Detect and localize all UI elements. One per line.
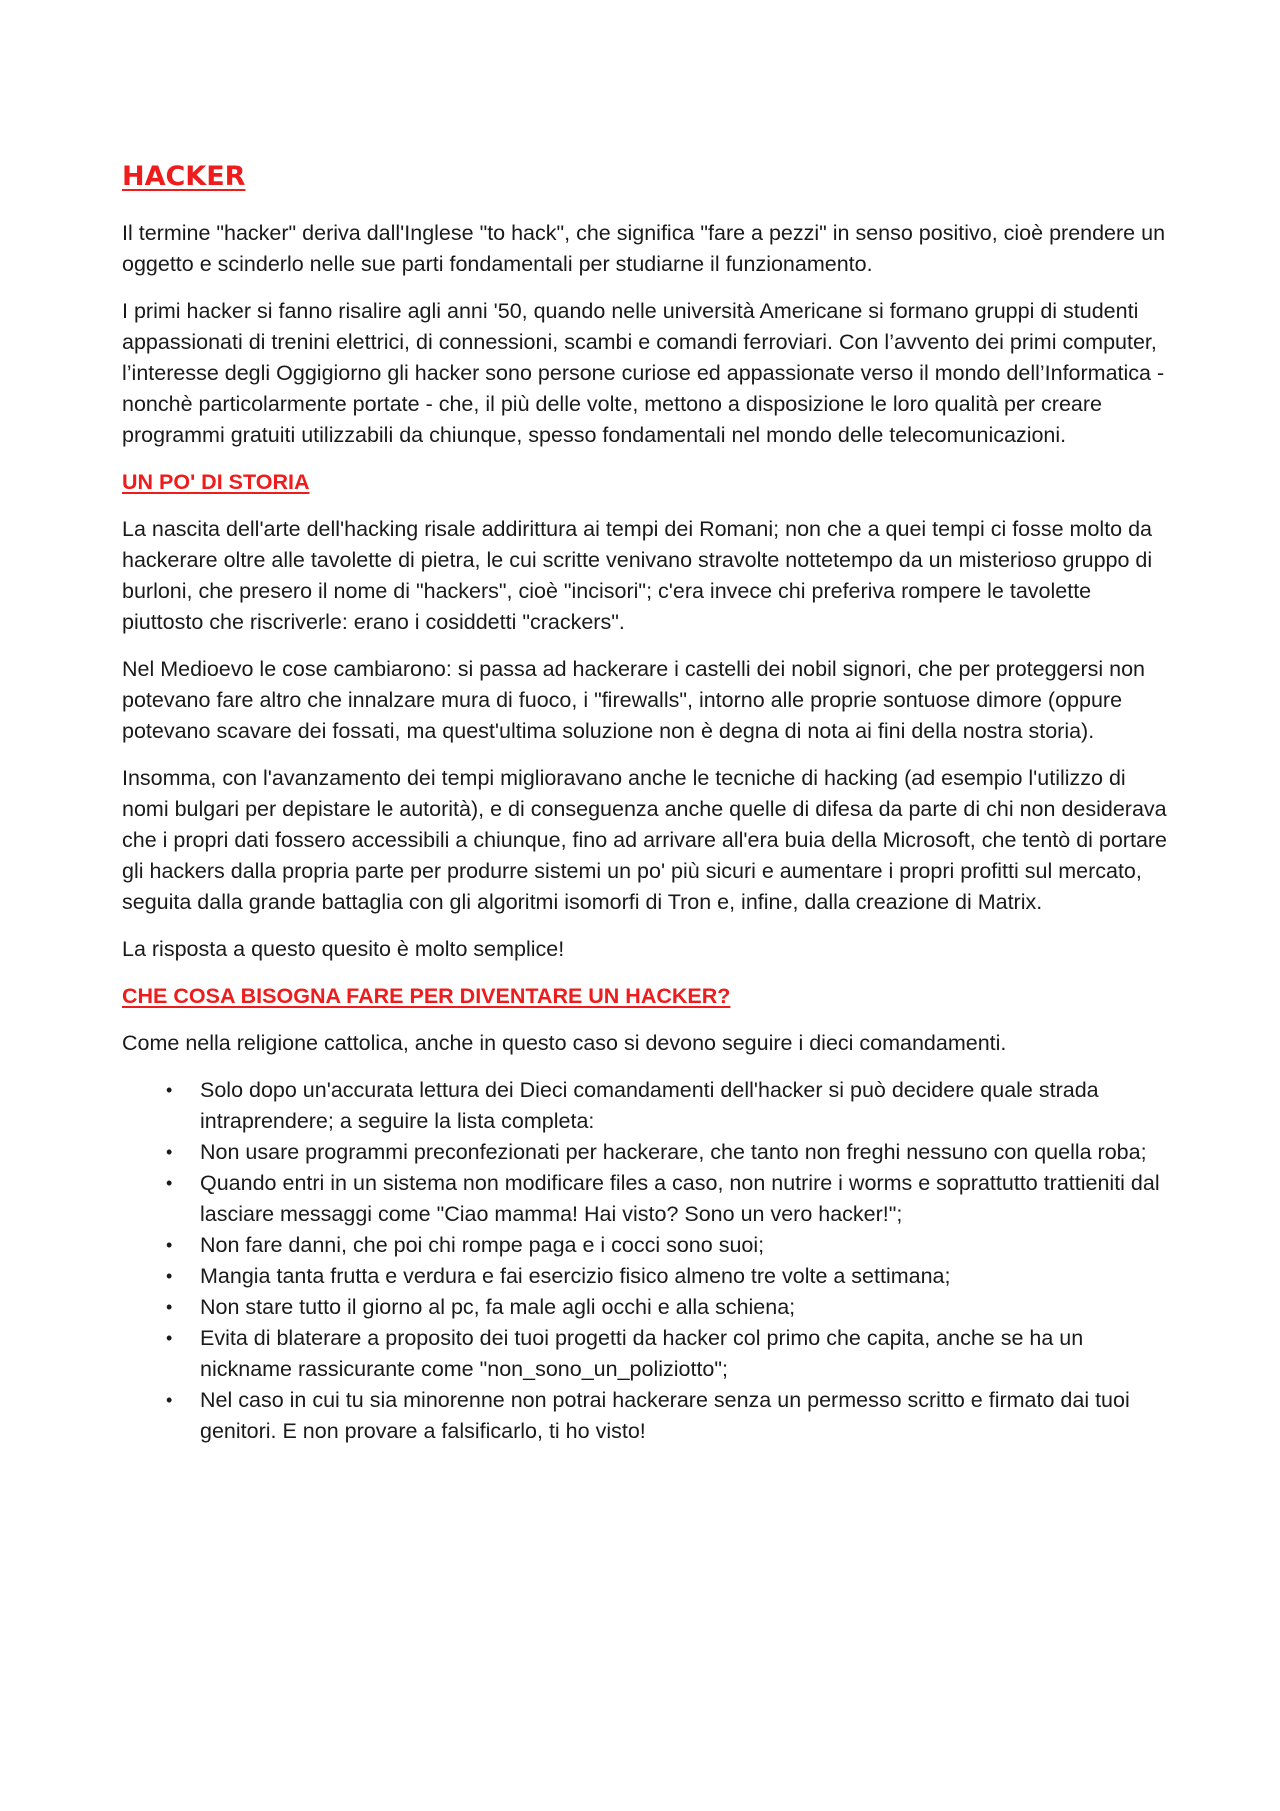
bullet-icon: • [166,1328,173,1348]
list-item-text: Non usare programmi preconfezionati per hackerare, che tanto non freghi nessuno con quella roba; [200,1140,1147,1164]
bullet-icon: • [166,1390,173,1410]
list-item [122,1075,1172,1137]
intro-paragraph-2: I primi hacker si fanno risalire agli anni '50, quando nelle università Americane si formano gruppi di studenti appassionati di trenini elettrici, di connessioni, scambi e comandi ferroviari. Con l’avvento dei primi computer, l’interesse degli Oggigiorno gli hacker sono persone curiose ed appassionate verso il mondo dell’Informatica - nonchè particolarmente portate - che, il più delle volte, mettono a disposizione le loro qualità per creare programmi gratuiti utilizzabili da chiunque, spesso fondamentali nel mondo delle telecomunicazioni. [122,299,1165,447]
list-item-text: Mangia tanta frutta e verdura e fai esercizio fisico almeno tre volte a settimana; [200,1264,951,1288]
list-item-text: Quando entri in un sistema non modificare files a caso, non nutrire i worms e soprattutto trattieniti dal lasciare messaggi come "Ciao mamma! Hai visto? Sono un vero hacker!"; [200,1171,1160,1226]
section-heading-storia: UN PO' DI STORIA [122,470,310,494]
bullet-icon: • [166,1266,173,1286]
list-item [122,1261,1172,1292]
document-title: HACKER [122,161,246,192]
bullet-icon: • [166,1142,173,1162]
list-item [122,1323,1172,1385]
storia-paragraph-2: Nel Medioevo le cose cambiarono: si passa ad hackerare i castelli dei nobil signori, che per proteggersi non potevano fare altro che innalzare mura di fuoco, i "firewalls", intorno alle proprie sontuose dimore (oppure potevano scavare dei fossati, ma quest'ultima soluzione non è degna di nota ai fini della nostra storia). [122,657,1146,743]
list-item-text: Nel caso in cui tu sia minorenne non potrai hackerare senza un permesso scritto e firmato dai tuoi genitori. E non provare a falsificarlo, ti ho visto! [200,1388,1130,1443]
storia-paragraph-3: Insomma, con l'avanzamento dei tempi miglioravano anche le tecniche di hacking (ad esempio l'utilizzo di nomi bulgari per depistare le autorità), e di conseguenza anche quelle di difesa da parte di chi non desiderava che i propri dati fossero accessibili a chiunque, fino ad arrivare all'era buia della Microsoft, che tentò di portare gli hackers dalla propria parte per produrre sistemi un po' più sicuri e aumentare i propri profitti sul mercato, seguita dalla grande battaglia con gli algoritmi isomorfi di Tron e, infine, dalla creazione di Matrix. [122,766,1168,914]
bullet-icon: • [166,1080,173,1100]
commandments-list [122,1075,1172,1447]
list-item [122,1168,1172,1230]
bullet-icon: • [166,1235,173,1255]
intro-paragraph-1: Il termine "hacker" deriva dall'Inglese "to hack", che significa "fare a pezzi" in senso positivo, cioè prendere un oggetto e scinderlo nelle sue parti fondamentali per studiarne il funzionamento. [122,221,1166,276]
list-item-text: Non fare danni, che poi chi rompe paga e i cocci sono suoi; [200,1233,765,1257]
list-item [122,1230,1172,1261]
list-item-text: Solo dopo un'accurata lettura dei Dieci comandamenti dell'hacker si può decidere quale strada intraprendere; a seguire la lista completa: [200,1078,1099,1133]
diventare-intro: Come nella religione cattolica, anche in questo caso si devono seguire i dieci comandamenti. [122,1031,1007,1055]
storia-paragraph-4: La risposta a questo quesito è molto semplice! [122,937,565,961]
list-item [122,1292,1172,1323]
section-heading-diventare: CHE COSA BISOGNA FARE PER DIVENTARE UN HACKER? [122,984,731,1008]
document-page [122,158,1172,1447]
bullet-icon: • [166,1173,173,1193]
bullet-icon: • [166,1297,173,1317]
list-item-text: Evita di blaterare a proposito dei tuoi progetti da hacker col primo che capita, anche se ha un nickname rassicurante come "non_sono_un_poliziotto"; [200,1326,1084,1381]
list-item [122,1137,1172,1168]
list-item [122,1385,1172,1447]
storia-paragraph-1: La nascita dell'arte dell'hacking risale addirittura ai tempi dei Romani; non che a quei tempi ci fosse molto da hackerare oltre alle tavolette di pietra, le cui scritte venivano stravolte nottetempo da un misterioso gruppo di burloni, che presero il nome di "hackers", cioè "incisori"; c'era invece chi preferiva rompere le tavolette piuttosto che riscriverle: erano i cosiddetti "crackers". [122,517,1153,634]
list-item-text: Non stare tutto il giorno al pc, fa male agli occhi e alla schiena; [200,1295,796,1319]
